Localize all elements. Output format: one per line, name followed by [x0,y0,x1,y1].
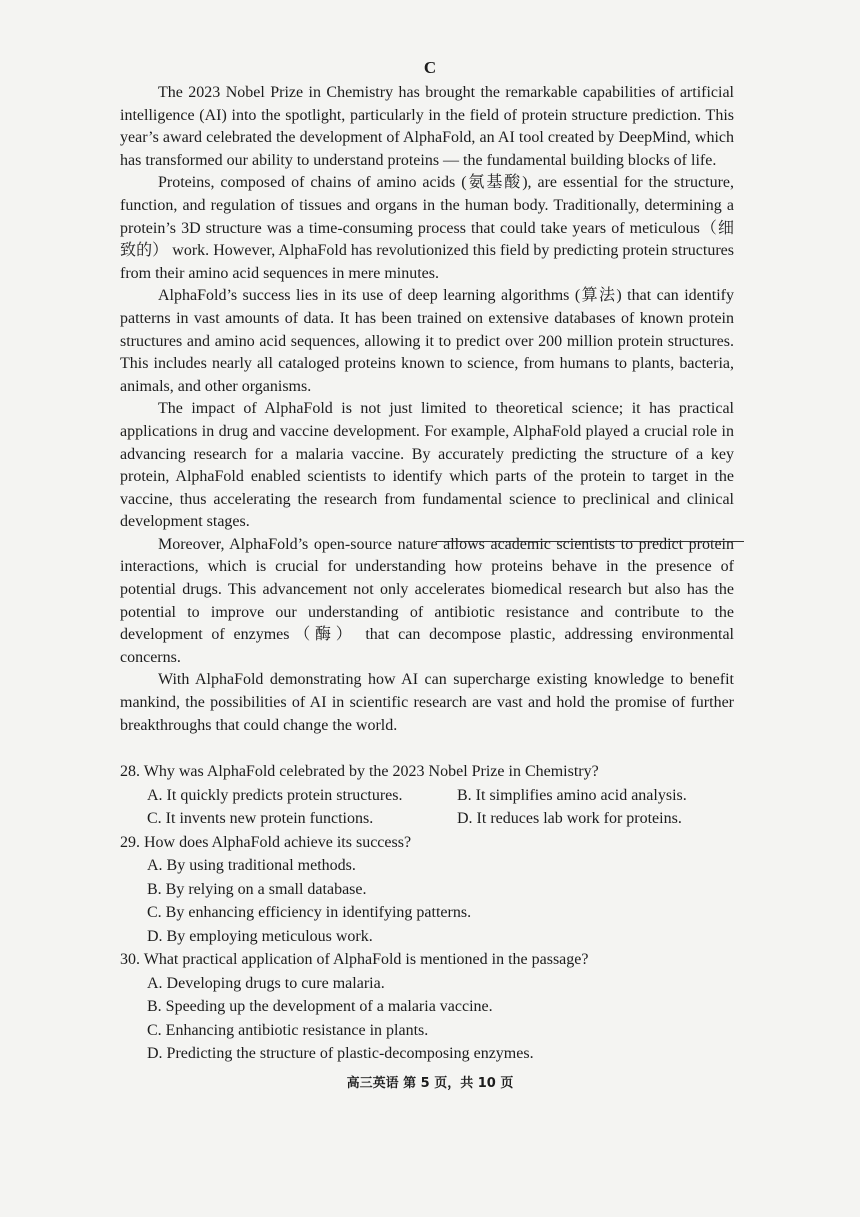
reading-passage [120,82,734,737]
question-28 [120,760,740,831]
option-a: A. It quickly predicts protein structures. [147,786,403,804]
section-letter: C [423,58,437,77]
passage-paragraph: AlphaFold’s success lies in its use of deep learning algorithms (算法) that can identify patterns in vast amounts of data. It has been trained on extensive databases of known protein structures and amino acid sequences, allowing it to predict over 200 million protein structures. This includes nearly all cataloged proteins known to science, from humans to plants, bacteria, animals, and other organisms. [120,287,734,395]
page-footer: 高三英语 第 5 页，共 10 页 [346,1076,514,1091]
option-c: C. It invents new protein functions. [147,810,374,827]
option-c: C. By enhancing efficiency in identifying patterns. [147,904,472,921]
passage-paragraph: The 2023 Nobel Prize in Chemistry has brought the remarkable capabilities of artificial intelligence (AI) into the spotlight, particularly in the field of protein structure prediction. This year’s award celebrated the development of AlphaFold, an AI tool created by DeepMind, which has transformed our ability to understand proteins — the fundamental building blocks of life. [120,84,734,169]
passage-paragraph: Moreover, AlphaFold’s open-source nature allows academic scientists to predict protein interactions, which is crucial for understanding how proteins behave in the presence of potential drugs. This advancement not only accelerates biomedical research but also has the potential to improve our understanding of antibiotic resistance and contribute to the development of enzymes（酶） that can decompose plastic, addressing environmental concerns. [120,535,734,666]
option-a: A. By using traditional methods. [147,857,356,874]
passage-paragraph: With AlphaFold demonstrating how AI can supercharge existing knowledge to benefit mankind, the possibilities of AI in scientific research are vast and hold the promise of further breakthroughs that could change the world. [120,671,734,734]
pen-underline-mark [436,541,744,542]
passage-paragraph: The impact of AlphaFold is not just limited to theoretical science; it has practical applications in drug and vaccine development. For example, AlphaFold played a crucial role in advancing research for a malaria vaccine. By accurately predicting the structure of a key protein, AlphaFold enabled scientists to identify which parts of the protein to target in the vaccine, thus accelerating the research from fundamental science to preclinical and clinical development stages. [120,400,734,531]
question-stem: 29. How does AlphaFold achieve its success? [120,833,412,851]
option-b: B. Speeding up the development of a malaria vaccine. [147,998,493,1015]
option-c: C. Enhancing antibiotic resistance in plants. [147,1021,429,1039]
question-30 [120,948,740,1066]
option-b: B. It simplifies amino acid analysis. [457,786,687,804]
question-list [120,760,740,1066]
passage-paragraph: Proteins, composed of chains of amino acids (氨基酸), are essential for the structure, function, and regulation of tissues and organs in the human body. Traditionally, determining a protein’s 3D structure was a time-consuming process that could take years of meticulous（细致的） work. However, AlphaFold has revolutionized this field by predicting protein structures from their amino acid sequences in mere minutes. [120,174,734,282]
question-29 [120,831,740,949]
question-stem: 28. Why was AlphaFold celebrated by the 2023 Nobel Prize in Chemistry? [120,763,599,780]
option-d: D. By employing meticulous work. [147,927,373,945]
option-a: A. Developing drugs to cure malaria. [147,974,385,992]
option-b: B. By relying on a small database. [147,880,367,898]
option-grid [120,784,740,831]
question-stem: 30. What practical application of AlphaFold is mentioned in the passage? [120,951,589,968]
option-d: D. Predicting the structure of plastic-decomposing enzymes. [147,1045,534,1062]
option-d: D. It reduces lab work for proteins. [457,810,682,827]
